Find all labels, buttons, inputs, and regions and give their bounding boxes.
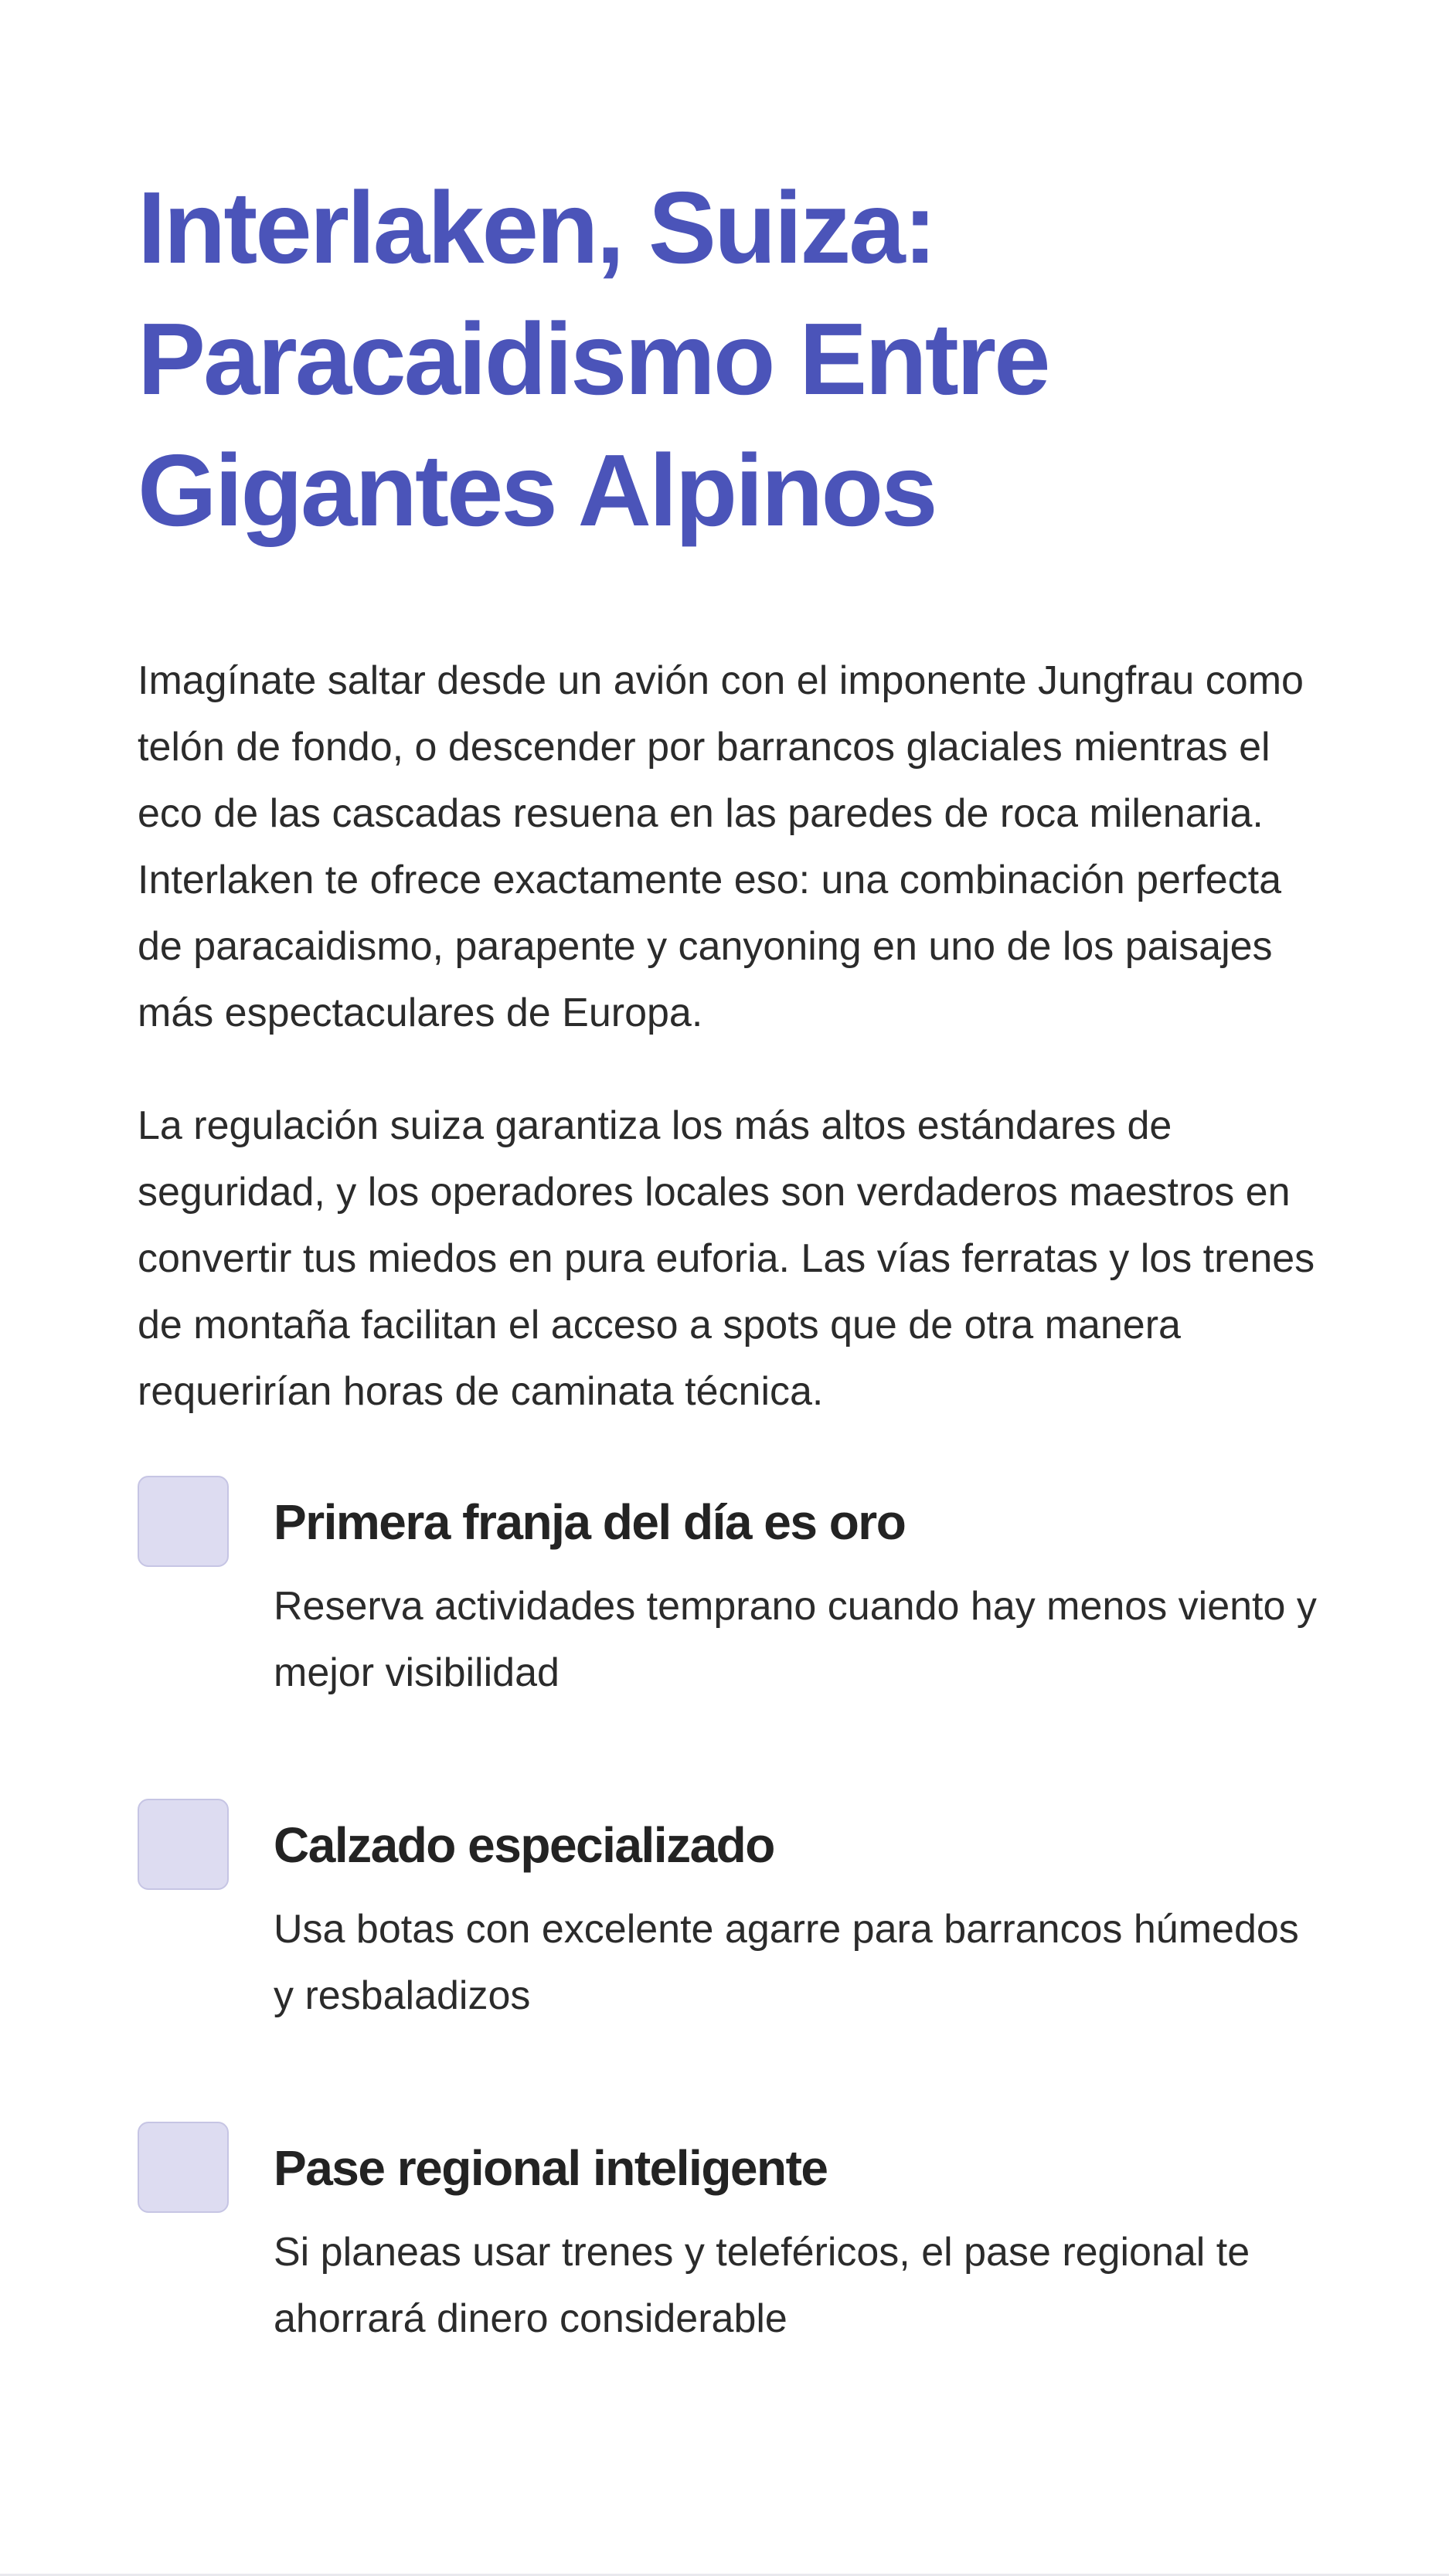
tip-title: Primera franja del día es oro [274,1494,906,1550]
tip-item [138,2122,1328,2352]
intro-paragraph: Imagínate saltar desde un avión con el imponente Jungfrau como telón de fondo, o descender por barrancos glaciales mientras el eco de las cascadas resuena en las paredes de roca milenaria. Interlaken te ofrece exactamente eso: una combinación perfecta de paracaidismo, parapente y canyoning en uno de los paisajes más espectaculares de Europa. [138,658,1304,1035]
tips-list [138,1476,1328,2352]
tip-bullet-box [138,1476,229,1567]
page-title: Interlaken, Suiza: Paracaidismo Entre Gigantes Alpinos [138,171,1049,547]
tip-item [138,1799,1328,2029]
article [138,162,1328,2352]
tip-item [138,1476,1328,1706]
safety-paragraph: La regulación suiza garantiza los más altos estándares de seguridad, y los operadores locales son verdaderos maestros en convertir tus miedos en pura euforia. Las vías ferratas y los trenes de montaña facilitan el acceso a spots que de otra manera requerirían horas de caminata técnica. [138,1103,1315,1414]
tip-text: Usa botas con excelente agarre para barrancos húmedos y resbaladizos [274,1907,1299,2018]
tip-title: Pase regional inteligente [274,2140,828,2196]
tip-text: Si planeas usar trenes y teleféricos, el pase regional te ahorrará dinero considerable [274,2230,1250,2341]
tip-bullet-box [138,1799,229,1890]
tip-bullet-box [138,2122,229,2213]
tip-text: Reserva actividades temprano cuando hay menos viento y mejor visibilidad [274,1584,1317,1695]
tip-title: Calzado especializado [274,1817,774,1873]
